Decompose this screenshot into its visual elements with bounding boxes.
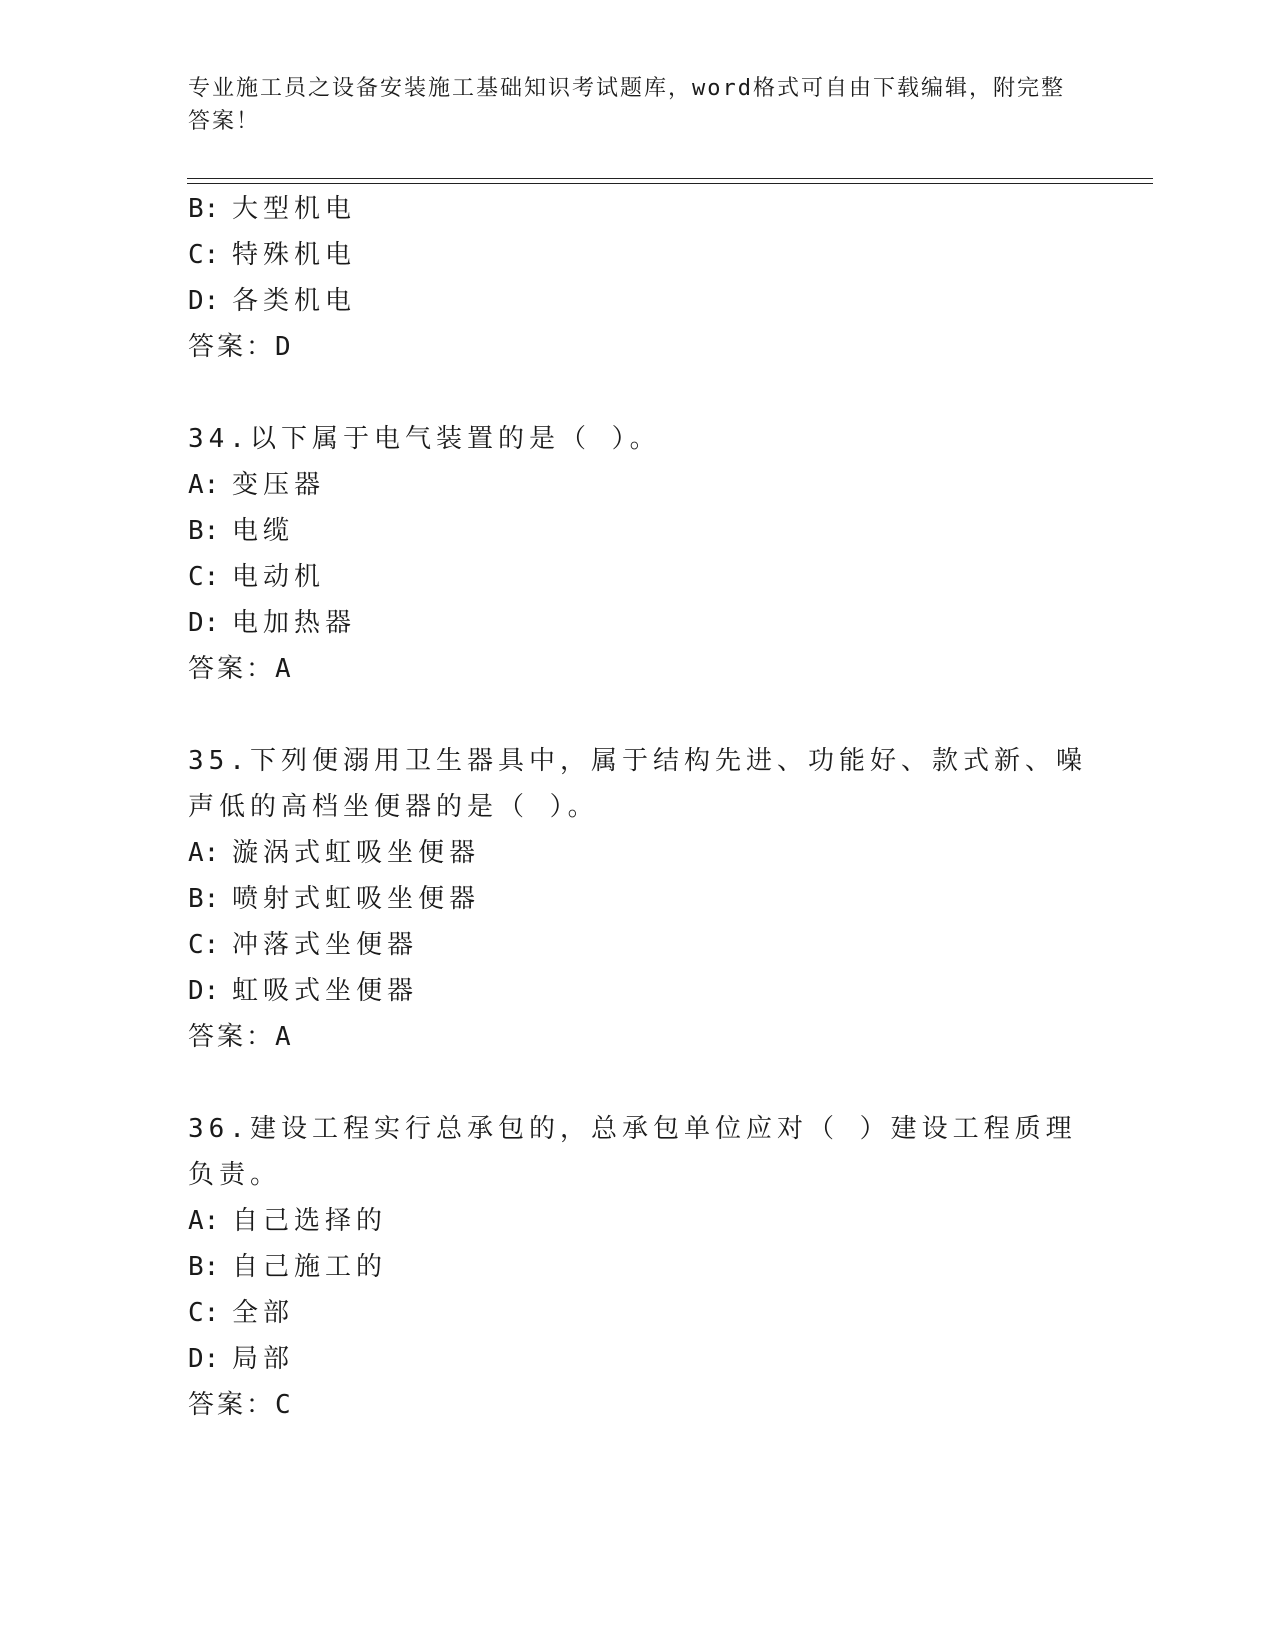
option-letter: C: <box>188 562 220 592</box>
option-text: 虹吸式坐便器 <box>232 976 419 1006</box>
option-text: 自己选择的 <box>232 1206 388 1236</box>
question-text: 以下属于电气装置的是（ ）。 <box>249 424 661 454</box>
partial-question <box>188 186 1088 370</box>
answer-line <box>188 324 1088 370</box>
option-a <box>188 1198 1088 1244</box>
option-letter: D: <box>188 1344 220 1374</box>
option-letter: A: <box>188 1206 220 1236</box>
option-b <box>188 876 1088 922</box>
option-letter: A: <box>188 838 220 868</box>
option-letter: D: <box>188 608 220 638</box>
question-number: 36. <box>188 1114 250 1144</box>
option-letter: B: <box>188 884 220 914</box>
option-text: 局部 <box>232 1344 295 1374</box>
answer-label: 答案： <box>188 1022 276 1052</box>
answer-value: A <box>275 654 294 684</box>
header-divider-top <box>187 178 1153 179</box>
option-text: 特殊机电 <box>232 240 357 270</box>
option-c <box>188 232 1088 278</box>
option-text: 喷射式虹吸坐便器 <box>232 884 481 914</box>
option-c <box>188 1290 1088 1336</box>
option-text: 漩涡式虹吸坐便器 <box>232 838 481 868</box>
option-text: 冲落式坐便器 <box>232 930 419 960</box>
option-text: 大型机电 <box>232 194 357 224</box>
answer-value: D <box>275 332 294 362</box>
document-header: 专业施工员之设备安装施工基础知识考试题库，word格式可自由下载编辑，附完整答案！ <box>188 76 1065 134</box>
question-text: 下列便溺用卫生器具中，属于结构先进、功能好、款式新、噪声低的高档坐便器的是（ ）。 <box>188 746 1087 822</box>
answer-line <box>188 1382 1088 1428</box>
option-c <box>188 922 1088 968</box>
option-c <box>188 554 1088 600</box>
option-d <box>188 600 1088 646</box>
option-text: 自己施工的 <box>232 1252 388 1282</box>
answer-label: 答案： <box>188 1390 276 1420</box>
option-letter: B: <box>188 516 220 546</box>
answer-value: A <box>275 1022 294 1052</box>
option-b <box>188 186 1088 232</box>
option-letter: C: <box>188 1298 220 1328</box>
option-text: 全部 <box>232 1298 295 1328</box>
question-36 <box>188 1106 1088 1428</box>
option-text: 电动机 <box>232 562 326 592</box>
option-letter: A: <box>188 470 220 500</box>
option-text: 各类机电 <box>232 286 357 316</box>
question-stem <box>188 1106 1088 1198</box>
option-b <box>188 1244 1088 1290</box>
question-35 <box>188 738 1088 1060</box>
option-b <box>188 508 1088 554</box>
question-number: 35. <box>188 746 250 776</box>
question-34 <box>188 416 1088 692</box>
answer-label: 答案： <box>188 332 276 362</box>
option-d <box>188 968 1088 1014</box>
option-letter: C: <box>188 930 220 960</box>
question-list <box>188 186 1088 1474</box>
answer-value: C <box>275 1390 294 1420</box>
option-letter: B: <box>188 194 220 224</box>
question-stem <box>188 416 1088 462</box>
option-letter: D: <box>188 976 220 1006</box>
option-letter: C: <box>188 240 220 270</box>
option-letter: D: <box>188 286 220 316</box>
option-text: 电缆 <box>232 516 295 546</box>
option-a <box>188 462 1088 508</box>
header-divider-bottom <box>187 183 1153 184</box>
option-a <box>188 830 1088 876</box>
answer-label: 答案： <box>188 654 276 684</box>
option-letter: B: <box>188 1252 220 1282</box>
option-text: 变压器 <box>232 470 326 500</box>
question-stem <box>188 738 1088 830</box>
question-number: 34. <box>188 424 250 454</box>
option-d <box>188 1336 1088 1382</box>
option-text: 电加热器 <box>232 608 357 638</box>
answer-line <box>188 1014 1088 1060</box>
answer-line <box>188 646 1088 692</box>
question-text: 建设工程实行总承包的，总承包单位应对（ ）建设工程质理负责。 <box>188 1114 1077 1190</box>
option-d <box>188 278 1088 324</box>
